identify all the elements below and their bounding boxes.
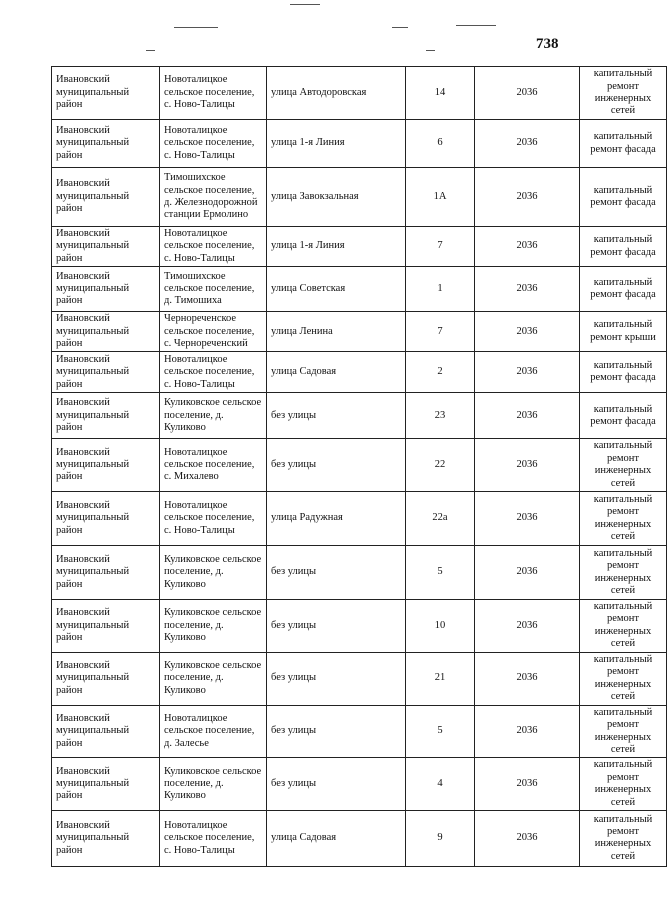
year-cell: 2036 <box>475 652 580 705</box>
street-cell: улица Советская <box>267 267 406 312</box>
settlement-cell: Новоталицкое сельское поселение, с. Ново-Талицы <box>160 352 267 393</box>
house-number-cell: 2 <box>406 352 475 393</box>
district-cell: Ивановский муниципальный район <box>52 705 160 758</box>
settlement-cell: Новоталицкое сельское поселение, с. Ново-Талицы <box>160 227 267 267</box>
work-type-cell: капитальный ремонт инженерных сетей <box>580 810 667 866</box>
table-row <box>52 352 667 393</box>
table-row <box>52 120 667 168</box>
year-cell: 2036 <box>475 439 580 492</box>
table-row <box>52 705 667 758</box>
table-row <box>52 267 667 312</box>
work-type-cell: капитальный ремонт фасада <box>580 393 667 439</box>
settlement-cell: Тимошихское сельское поселение, д. Железнодорожной станции Ермолино <box>160 168 267 227</box>
street-cell: без улицы <box>267 705 406 758</box>
house-number-cell: 22а <box>406 492 475 546</box>
settlement-cell: Новоталицкое сельское поселение, с. Михалево <box>160 439 267 492</box>
table-row <box>52 810 667 866</box>
house-number-cell: 6 <box>406 120 475 168</box>
street-cell: без улицы <box>267 652 406 705</box>
year-cell: 2036 <box>475 705 580 758</box>
scan-artifact <box>290 4 320 5</box>
year-cell: 2036 <box>475 758 580 811</box>
district-cell: Ивановский муниципальный район <box>52 168 160 227</box>
year-cell: 2036 <box>475 67 580 120</box>
year-cell: 2036 <box>475 168 580 227</box>
district-cell: Ивановский муниципальный район <box>52 227 160 267</box>
district-cell: Ивановский муниципальный район <box>52 600 160 653</box>
table-row <box>52 393 667 439</box>
district-cell: Ивановский муниципальный район <box>52 352 160 393</box>
district-cell: Ивановский муниципальный район <box>52 652 160 705</box>
street-cell: улица 1-я Линия <box>267 227 406 267</box>
year-cell: 2036 <box>475 352 580 393</box>
street-cell: без улицы <box>267 600 406 653</box>
street-cell: без улицы <box>267 546 406 600</box>
street-cell: улица Радужная <box>267 492 406 546</box>
district-cell: Ивановский муниципальный район <box>52 758 160 811</box>
work-type-cell: капитальный ремонт крыши <box>580 312 667 352</box>
settlement-cell: Чернореченское сельское поселение, с. Чернореченский <box>160 312 267 352</box>
district-cell: Ивановский муниципальный район <box>52 67 160 120</box>
year-cell: 2036 <box>475 267 580 312</box>
house-number-cell: 7 <box>406 227 475 267</box>
table-row <box>52 227 667 267</box>
house-number-cell: 21 <box>406 652 475 705</box>
year-cell: 2036 <box>475 600 580 653</box>
year-cell: 2036 <box>475 227 580 267</box>
scan-artifact <box>146 50 155 51</box>
year-cell: 2036 <box>475 120 580 168</box>
table-row <box>52 492 667 546</box>
work-type-cell: капитальный ремонт фасада <box>580 168 667 227</box>
work-type-cell: капитальный ремонт инженерных сетей <box>580 67 667 120</box>
house-number-cell: 4 <box>406 758 475 811</box>
settlement-cell: Куликовское сельское поселение, д. Куликово <box>160 546 267 600</box>
street-cell: улица Завокзальная <box>267 168 406 227</box>
district-cell: Ивановский муниципальный район <box>52 492 160 546</box>
year-cell: 2036 <box>475 393 580 439</box>
district-cell: Ивановский муниципальный район <box>52 810 160 866</box>
table-row <box>52 168 667 227</box>
settlement-cell: Куликовское сельское поселение, д. Куликово <box>160 758 267 811</box>
work-type-cell: капитальный ремонт инженерных сетей <box>580 652 667 705</box>
settlement-cell: Куликовское сельское поселение, д. Куликово <box>160 600 267 653</box>
house-number-cell: 22 <box>406 439 475 492</box>
work-type-cell: капитальный ремонт инженерных сетей <box>580 546 667 600</box>
house-number-cell: 5 <box>406 705 475 758</box>
work-type-cell: капитальный ремонт фасада <box>580 120 667 168</box>
district-cell: Ивановский муниципальный район <box>52 546 160 600</box>
street-cell: улица 1-я Линия <box>267 120 406 168</box>
scan-artifact <box>392 27 408 28</box>
table-row <box>52 67 667 120</box>
table-row <box>52 652 667 705</box>
year-cell: 2036 <box>475 546 580 600</box>
street-cell: без улицы <box>267 439 406 492</box>
scan-artifact <box>426 50 435 51</box>
settlement-cell: Новоталицкое сельское поселение, д. Залесье <box>160 705 267 758</box>
house-number-cell: 10 <box>406 600 475 653</box>
district-cell: Ивановский муниципальный район <box>52 439 160 492</box>
table-row <box>52 600 667 653</box>
repair-schedule-table <box>51 66 667 867</box>
house-number-cell: 23 <box>406 393 475 439</box>
street-cell: без улицы <box>267 758 406 811</box>
work-type-cell: капитальный ремонт фасада <box>580 352 667 393</box>
settlement-cell: Новоталицкое сельское поселение, с. Ново-Талицы <box>160 810 267 866</box>
house-number-cell: 5 <box>406 546 475 600</box>
house-number-cell: 1 <box>406 267 475 312</box>
year-cell: 2036 <box>475 810 580 866</box>
district-cell: Ивановский муниципальный район <box>52 120 160 168</box>
street-cell: улица Садовая <box>267 810 406 866</box>
settlement-cell: Куликовское сельское поселение, д. Куликово <box>160 652 267 705</box>
work-type-cell: капитальный ремонт фасада <box>580 227 667 267</box>
table-row <box>52 546 667 600</box>
year-cell: 2036 <box>475 312 580 352</box>
page-number: 738 <box>536 36 559 52</box>
table-row <box>52 312 667 352</box>
table-row <box>52 439 667 492</box>
district-cell: Ивановский муниципальный район <box>52 267 160 312</box>
street-cell: улица Автодоровская <box>267 67 406 120</box>
street-cell: без улицы <box>267 393 406 439</box>
street-cell: улица Садовая <box>267 352 406 393</box>
house-number-cell: 1А <box>406 168 475 227</box>
work-type-cell: капитальный ремонт инженерных сетей <box>580 439 667 492</box>
settlement-cell: Тимошихское сельское поселение, д. Тимошиха <box>160 267 267 312</box>
scan-artifact <box>174 27 218 28</box>
work-type-cell: капитальный ремонт инженерных сетей <box>580 492 667 546</box>
house-number-cell: 9 <box>406 810 475 866</box>
house-number-cell: 14 <box>406 67 475 120</box>
settlement-cell: Новоталицкое сельское поселение, с. Ново-Талицы <box>160 492 267 546</box>
scan-artifact <box>456 25 496 26</box>
year-cell: 2036 <box>475 492 580 546</box>
settlement-cell: Новоталицкое сельское поселение, с. Ново-Талицы <box>160 120 267 168</box>
house-number-cell: 7 <box>406 312 475 352</box>
street-cell: улица Ленина <box>267 312 406 352</box>
settlement-cell: Новоталицкое сельское поселение, с. Ново-Талицы <box>160 67 267 120</box>
work-type-cell: капитальный ремонт фасада <box>580 267 667 312</box>
work-type-cell: капитальный ремонт инженерных сетей <box>580 758 667 811</box>
table-row <box>52 758 667 811</box>
district-cell: Ивановский муниципальный район <box>52 393 160 439</box>
district-cell: Ивановский муниципальный район <box>52 312 160 352</box>
settlement-cell: Куликовское сельское поселение, д. Куликово <box>160 393 267 439</box>
work-type-cell: капитальный ремонт инженерных сетей <box>580 600 667 653</box>
work-type-cell: капитальный ремонт инженерных сетей <box>580 705 667 758</box>
